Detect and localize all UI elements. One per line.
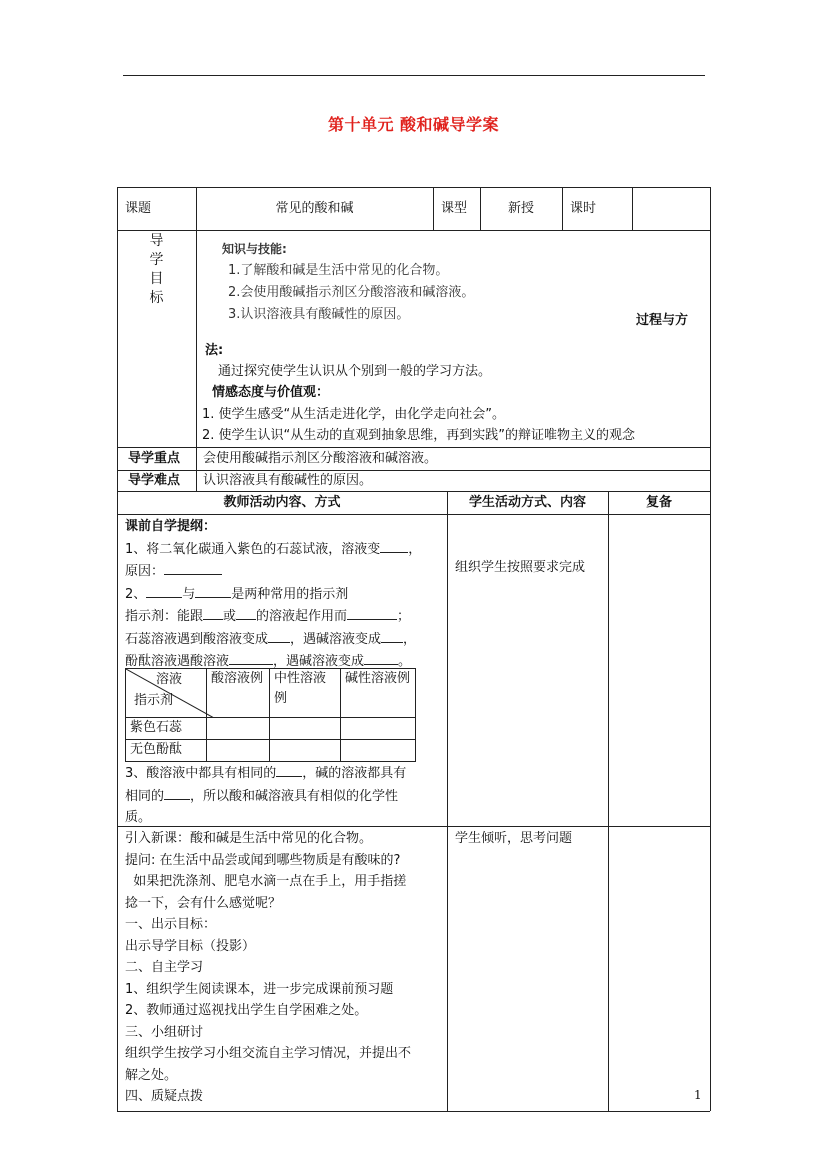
key-point-label: 导学重点 [128, 451, 181, 466]
lesson-line: 引入新课：酸和碱是生活中常见的化合物。 [125, 831, 373, 846]
lesson-line: 2、教师通过巡视找出学生自学困难之处。 [125, 1003, 368, 1018]
goals-label [117, 232, 196, 308]
difficulty-text: 认识溶液具有酸碱性的原因。 [203, 473, 373, 488]
lesson-line: 如果把洗涤剂、肥皂水滴一点在手上，用手指搓 [125, 874, 407, 889]
topic-value: 常见的酸和碱 [275, 201, 354, 216]
process-text: 通过探究使学生认识从个别到一般的学习方法。 [218, 364, 492, 379]
goals-label-char: 目 [149, 271, 164, 287]
goals-label-char: 学 [149, 252, 164, 268]
table-cell [341, 740, 416, 762]
row-label: 无色酚酞 [126, 740, 207, 762]
lesson-line: 一、出示目标： [125, 917, 217, 932]
type-label: 课型 [441, 201, 468, 216]
corner-bottom-label: 指示剂 [134, 693, 174, 708]
lesson-line: 三、小组研讨 [125, 1024, 204, 1040]
table-cell [270, 740, 341, 762]
column-header: 酸溶液例 [207, 669, 270, 718]
preview-q6: 3、酸溶液中都具有相同的 ，碱的溶液都具有 [125, 762, 406, 785]
lesson-student-text: 学生倾听，思考问题 [455, 831, 573, 846]
key-point-text: 会使用酸碱指示剂区分酸溶液和碱溶液。 [203, 451, 438, 466]
difficulty-label: 导学难点 [128, 473, 181, 488]
teacher-column-header: 教师活动内容、方式 [223, 495, 341, 510]
goals-label-char: 导 [149, 233, 164, 249]
preview-q2: 2、 与 是两种常用的指示剂 [125, 583, 421, 606]
goals-label-char: 标 [149, 290, 164, 306]
column-header: 碱性溶液例 [341, 669, 416, 718]
preview-q1-reason: 原因： [125, 560, 421, 583]
hours-label: 课时 [570, 201, 597, 216]
lesson-content [125, 828, 411, 1108]
indicator-table-corner [126, 669, 207, 718]
process-heading-cont: 法: [205, 343, 224, 358]
table-cell [207, 740, 270, 762]
knowledge-item: 3.认识溶液具有酸碱性的原因。 [228, 307, 410, 322]
emotion-item: 1. 使学生感受“从生活走进化学，由化学走向社会”。 [202, 407, 506, 422]
lesson-line: 1、组织学生阅读课本，进一步完成课前预习题 [125, 981, 394, 997]
preview-heading: 课前自学提纲： [125, 519, 217, 534]
lesson-line: 解之处。 [125, 1067, 178, 1083]
lesson-line: 二、自主学习 [125, 960, 204, 975]
page-title: 第十单元 酸和碱导学案 [327, 115, 500, 134]
review-column-header: 复备 [645, 495, 672, 510]
preview-q6-cont: 相同的 ，所以酸和碱溶液具有相似的化学性 [125, 785, 406, 808]
lesson-line: 组织学生按学习小组交流自主学习情况，并提出不 [125, 1046, 412, 1061]
student-column-header: 学生活动方式、内容 [468, 495, 586, 510]
topic-label: 课题 [125, 201, 152, 216]
corner-top-label: 溶液 [156, 672, 183, 687]
preview-q1: 1、将二氧化碳通入紫色的石蕊试液，溶液变 ， [125, 538, 421, 561]
header-rule [123, 75, 705, 76]
knowledge-skills-block [222, 238, 474, 326]
preview-q5: 酚酞溶液遇酸溶液 ，遇碱溶液变成 。 [125, 650, 421, 673]
knowledge-item: 1.了解酸和碱是生活中常见的化合物。 [228, 263, 449, 278]
type-value: 新授 [507, 201, 534, 216]
emotion-item: 2. 使学生认识“从生动的直观到抽象思维，再到实践”的辩证唯物主义的观念 [202, 428, 636, 443]
lesson-line: 提问: 在生活中品尝或闻到哪些物质是有酸味的? [125, 852, 401, 868]
knowledge-skills-heading: 知识与技能: [222, 242, 287, 256]
process-heading: 过程与方 [636, 313, 689, 328]
table-cell [270, 718, 341, 740]
indicator-table [125, 668, 416, 762]
preview-q6-end: 质。 [125, 810, 152, 825]
preview-q6-block [125, 762, 406, 829]
lesson-line: 出示导学目标（投影） [125, 938, 256, 954]
preview-outline [125, 516, 421, 673]
preview-q4: 石蕊溶液遇到酸溶液变成 ，遇碱溶液变成 ， [125, 628, 421, 651]
lesson-line: 四、质疑点拨 [125, 1089, 204, 1104]
knowledge-item: 2.会使用酸碱指示剂区分酸溶液和碱溶液。 [228, 285, 475, 300]
page-number: 1 [694, 1088, 702, 1102]
lesson-line: 捻一下，会有什么感觉呢？ [125, 895, 282, 911]
row-label: 紫色石蕊 [126, 718, 207, 740]
column-header: 中性溶液例 [270, 669, 341, 718]
table-cell [207, 718, 270, 740]
preview-q3: 指示剂：能跟 或 的溶液起作用而 ； [125, 605, 421, 628]
preview-student-text: 组织学生按照要求完成 [455, 560, 586, 575]
table-cell [341, 718, 416, 740]
emotion-heading: 情感态度与价值观： [212, 385, 330, 400]
